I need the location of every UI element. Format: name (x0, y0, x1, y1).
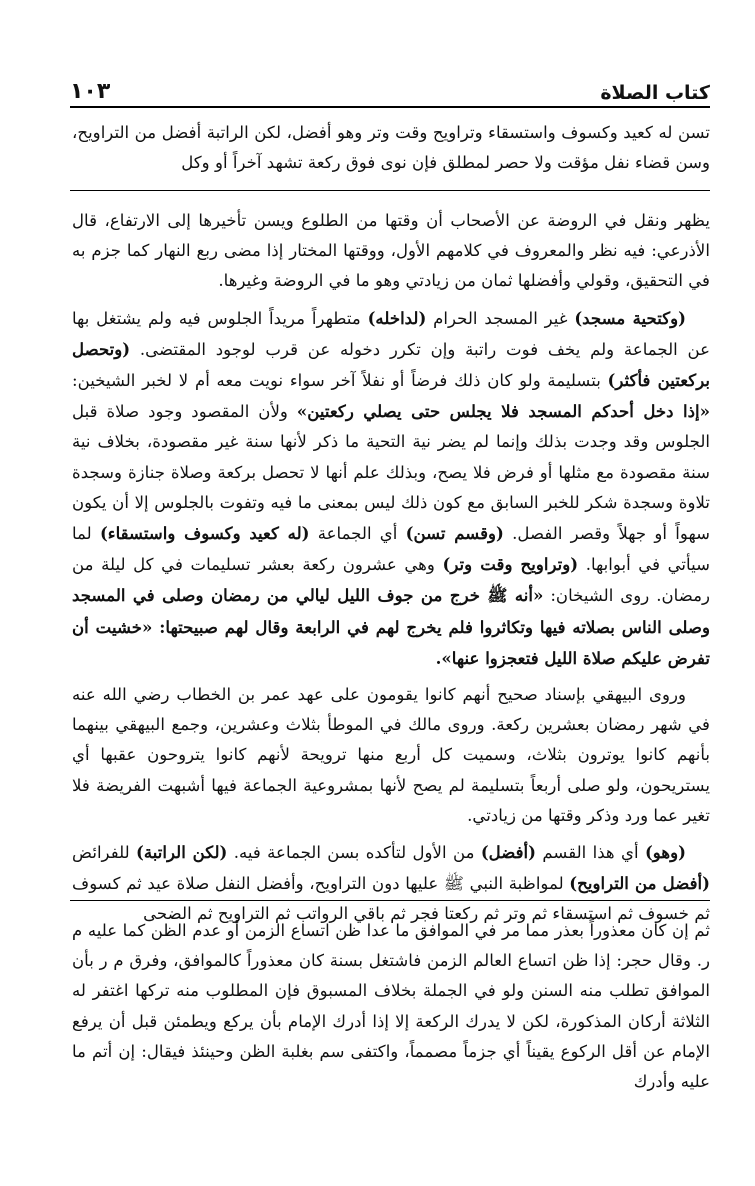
matn-quote: (وهو) (644, 842, 686, 863)
hadith-quote: «إذا دخل أحدكم المسجد فلا يجلس حتى يصلي ركعتين» (296, 401, 710, 422)
matn-separator (70, 190, 710, 191)
footnote-text (72, 916, 710, 1097)
matn-quote: (لداخله) (367, 307, 427, 328)
matn-text (72, 118, 710, 178)
matn-quote: (أفضل) (480, 842, 537, 863)
matn-quote: (وقسم تسن) (405, 523, 504, 544)
commentary-paragraph-2: (وكتحية مسجد) غير المسجد الحرام (لداخله) متطهراً مريداً الجلوس فيه ولم يشتغل بها عن الجماعة ولم يخف فوت راتبة وإن تكرر دخوله عن قرب لوجود المقتضى. (وتحصل بركعتين فأكثر) بتسليمة ولو كان ذلك فرضاً أو نفلاً آخر سواء نويت معه أم لا لخبر الشيخين: «إذا دخل أحدكم المسجد فلا يجلس حتى يصلي ركعتين» ولأن المقصود وجود صلاة قبل الجلوس وقد وجدت بذلك وإنما لم يضر نية التحية ما ذكر لأنها سنة غير مقصودة، بخلاف نية سنة مقصودة مع مثلها أو فرض فلا يصح، وبذلك علم أنها لا تحصل بركعة وصلاة جنازة وسجدة تلاوة وسجدة شكر للخبر السابق مع كون ذلك ليس بمعنى ما فيه وتفوت بالجلوس إلا أن يكون سهواً أو جهلاً وقصر الفصل. (وقسم تسن) أي الجماعة (له كعيد وكسوف واستسقاء) لما سيأتي في أبوابها. (وتراويح وقت وتر) وهي عشرون ركعة بعشر تسليمات في كل ليلة من رمضان. روى الشيخان: «أنه ﷺ خرج من جوف الليل ليالي من رمضان وصلى في المسجد وصلى الناس بصلاته فيها وتكاثروا فلم يخرج لهم في الرابعة وقال لهم صبيحتها: «خشيت أن تفرض عليكم صلاة الليل فتعجزوا عنها». (72, 307, 711, 668)
hadith-quote: «أنه ﷺ خرج من جوف الليل ليالي من رمضان وصلى في المسجد وصلى الناس بصلاته فيها وتكاثروا فلم يخرج لهم في الرابعة وقال لهم صبيحتها: «خشيت أن تفرض عليكم صلاة الليل فتعجزوا عنها». (72, 585, 710, 668)
page-number: ١٠٣ (70, 79, 111, 104)
commentary-paragraph-1: يظهر ونقل في الروضة عن الأصحاب أن وقتها من الطلوع ويسن تأخيرها إلى الارتفاع، قال الأذرعي: فيه نظر والمعروف في كلامهم الأول، ووقتها المختار إذا مضى ربع النهار كما جزم به في التحقيق، وقولي وأفضلها ثمان من زيادتي وهو ما في الروضة وغيرها. (72, 211, 710, 291)
matn-quote: (وتراويح وقت وتر) (442, 554, 579, 575)
footnote-paragraph: ثم إن كان معذوراً بعذر مما مر في الموافق ما عدا ظن اتساع الزمن أو عدم الظن كما عليه م ر. وقال حجر: إذا ظن اتساع العالم الزمن فاشتغل بسنة كان معذوراً كالموافق، وفرق م ر بأن الموافق تطلب منه السنن ولو في الجملة بخلاف المسبوق فإن المطلوب منه تركها اغتفر له الثلاثة أركان المذكورة، لكن لا يدرك الركعة إلا إذا أدرك الإمام بأن يركع ويطمئن قبل أن يرفع الإمام عن أقل الركوع يقيناً أي جزماً مصمماً، واكتفى سم بغلبة الظن وحينئذ فيقال: إن أتم ما عليه وأدرك (72, 921, 710, 1092)
matn-quote: (أفضل من التراويح) (569, 873, 710, 894)
matn-quote: (لكن الراتبة) (136, 842, 228, 863)
matn-quote: (وكتحية مسجد) (574, 307, 686, 328)
header-rule (70, 106, 710, 108)
matn-quote: (وتحصل بركعتين فأكثر) (72, 338, 710, 391)
commentary-text (72, 206, 710, 930)
running-title: كتاب الصلاة (600, 82, 710, 104)
footnote-separator (70, 900, 710, 901)
page-header (70, 70, 710, 104)
matn-quote: (له كعيد وكسوف واستسقاء) (99, 523, 310, 544)
matn-paragraph: تسن له كعيد وكسوف واستسقاء وتراويح وقت وتر وهو أفضل، لكن الراتبة أفضل من التراويح، وسن قضاء نفل مؤقت ولا حصر لمطلق فإن نوى فوق ركعة تشهد آخراً أو وكل (72, 123, 710, 173)
commentary-paragraph-3: وروى البيهقي بإسناد صحيح أنهم كانوا يقومون على عهد عمر بن الخطاب رضي الله عنه في شهر رمضان بعشرين ركعة. وروى مالك في الموطأ بثلاث وعشرين، وجمع البيهقي بينهما بأنهم كانوا يوترون بثلاث، وسميت كل أربع منها ترويحة لأنهم كانوا يتروحون عقبها أي يستريحون، ولو صلى أربعاً بتسليمة لم يصح لأنها بمشروعية الجماعة فيها أشبهت الفريضة فلا تغير عما ورد وذكر وقتها من زيادتي. (72, 685, 710, 825)
commentary-paragraph-4: (وهو) أي هذا القسم (أفضل) من الأول لتأكده بسن الجماعة فيه. (لكن الراتبة) للفرائض (أفضل من التراويح) لمواظبة النبي ﷺ عليها دون التراويح، وأفضل النفل صلاة عيد ثم كسوف ثم خسوف ثم استسقاء ثم وتر ثم ركعتا فجر ثم باقي الرواتب ثم التراويح ثم الضحى (72, 842, 710, 924)
